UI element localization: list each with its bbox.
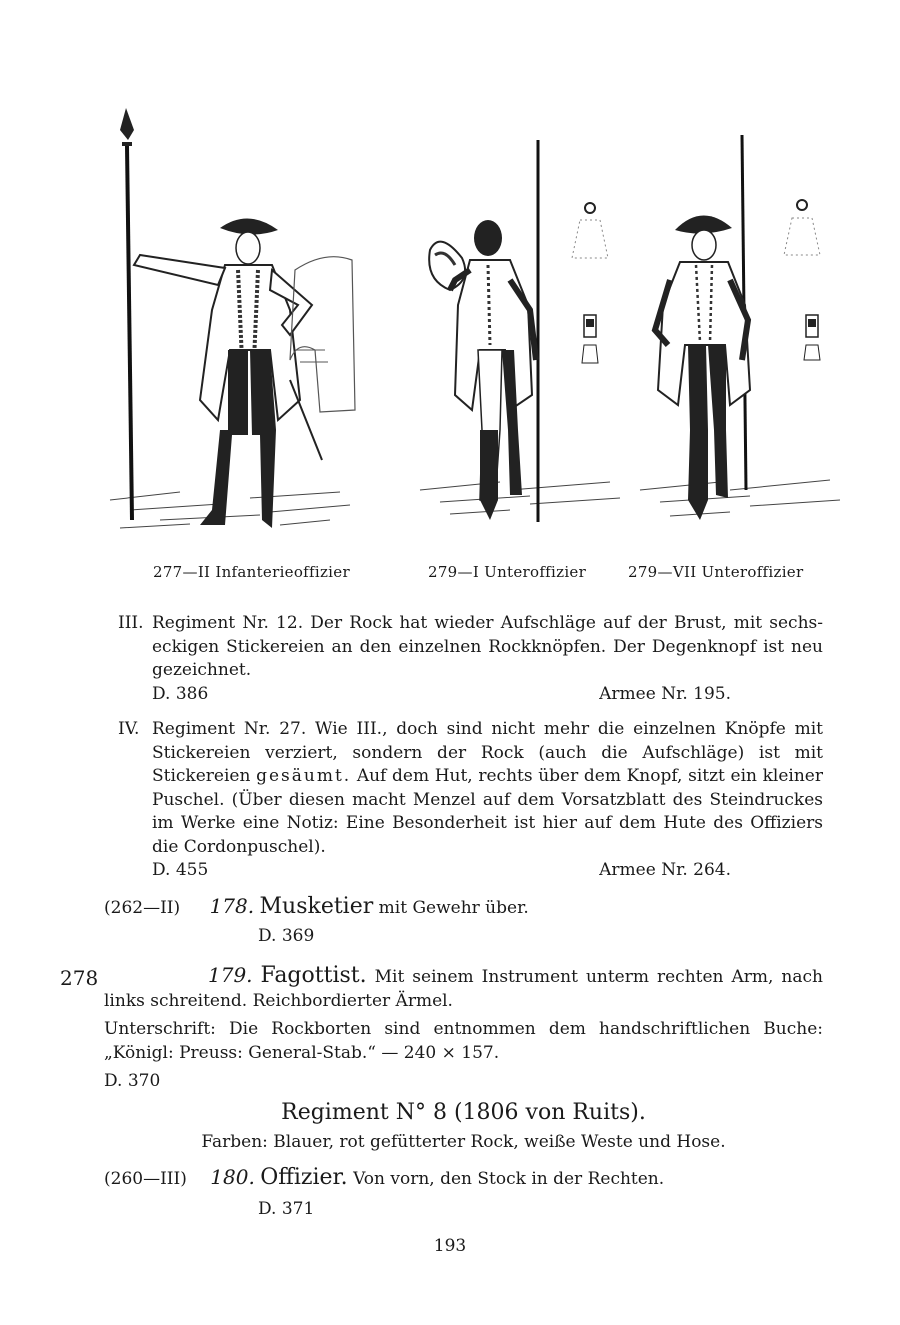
entry-179-title: Fagottist. — [260, 963, 367, 988]
section-4-ref-left: D. 455 — [152, 860, 209, 880]
figure-caption-1: 277—II Infanterieoffizier — [153, 563, 350, 581]
figure-nco-with-halberd — [630, 130, 850, 550]
section-4-text-spaced: gesäumt. — [256, 766, 352, 786]
entry-180 — [104, 1166, 664, 1192]
section-3-ref-right: Armee Nr. 195. — [599, 683, 731, 704]
entry-179-desc: Mit seinem Instrument unterm rechten Arm, nach links schreitend. Reichbordierter Ärmel. — [104, 967, 823, 1011]
entry-178-d: D. 369 — [258, 926, 315, 946]
regiment-heading: Regiment N° 8 (1806 von Ruits). — [281, 1100, 646, 1125]
entry-179-d: D. 370 — [104, 1071, 161, 1091]
section-4-ref-right: Armee Nr. 264. — [599, 860, 731, 880]
entry-180-desc: Von vorn, den Stock in der Rechten. — [353, 1169, 665, 1189]
section-4-text-a: Regiment Nr. 27. Wie III., doch sind nicht mehr die einzelnen Knöpfe mit Stickereien verziert, sondern der Rock (auch die Aufschläge) ist mit Stickereien — [152, 719, 823, 786]
regiment-colors: Farben: Blauer, rot gefütterter Rock, weiße Weste und Hose. — [201, 1132, 726, 1152]
section-4-text — [152, 718, 823, 859]
entry-178-desc: mit Gewehr über. — [378, 898, 529, 918]
figure-caption-3: 279—VII Unteroffizier — [628, 563, 804, 581]
entry-180-title: Offizier. — [260, 1165, 348, 1190]
entry-179 — [104, 964, 823, 1013]
section-3-label: III. — [118, 613, 144, 633]
section-4-label: IV. — [118, 719, 140, 739]
section-3-ref-left: D. 386 — [152, 683, 209, 704]
section-4-text-b: Auf dem Hut, rechts über dem Knopf, sitzt ein kleiner Puschel. (Über diesen macht Menzel auf dem Vorsatzblatt des Steindruckes im Werke eine Notiz: Eine Besonderheit ist hier auf dem Hute des Offiziers die Cordonpuschel). — [152, 766, 823, 857]
section-3 — [118, 612, 823, 706]
entry-179-number: 179. — [208, 963, 253, 987]
entry-178-ref: (262—II) — [104, 898, 181, 918]
figure-caption-2: 279—I Unteroffizier — [428, 563, 587, 581]
entry-178 — [104, 895, 529, 921]
section-4 — [118, 718, 823, 883]
entry-180-ref: (260—III) — [104, 1169, 187, 1189]
entry-178-title: Musketier — [259, 894, 374, 919]
figure-infantry-officer — [100, 100, 360, 555]
entry-179-inscription: Unterschrift: Die Rockborten sind entnommen dem handschriftlichen Buche: „Königl: Preuss: General-Stab.“ — 240 × 157. — [104, 1019, 823, 1063]
figure-nco-holding-hat — [410, 130, 630, 550]
entry-178-number: 178. — [209, 894, 255, 918]
section-3-text: Regiment Nr. 12. Der Rock hat wieder Aufschläge auf der Brust, mit sechs-eckigen Stickereien an den einzelnen Rockknöpfen. Der Degenknopf ist neu gezeichnet. — [152, 613, 823, 680]
entry-180-number: 180. — [210, 1165, 255, 1189]
margin-number: 278 — [60, 966, 99, 990]
page-number: 193 — [433, 1236, 467, 1256]
entry-180-d: D. 371 — [258, 1199, 315, 1219]
